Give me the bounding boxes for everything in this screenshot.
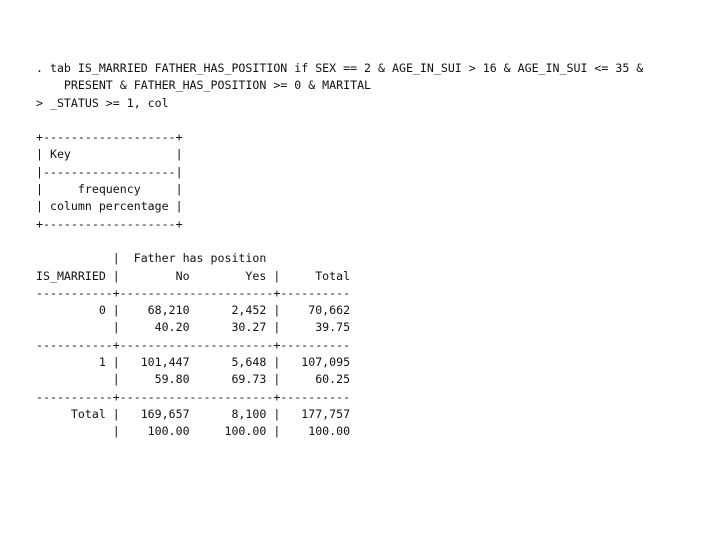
key-box-title: | Key | — [36, 147, 183, 162]
table-row-1-percentage: | 59.80 69.73 | 60.25 — [36, 372, 351, 387]
table-row-0-percentage: | 40.20 30.27 | 39.75 — [36, 320, 351, 335]
key-box-column-percentage: | column percentage | — [36, 199, 183, 214]
command-line-3: > _STATUS >= 1, col — [36, 95, 169, 110]
key-box-separator: |-------------------| — [36, 164, 183, 179]
table-rule: -----------+----------------------+---------- — [36, 337, 351, 352]
table-rule: -----------+----------------------+---------- — [36, 285, 351, 300]
table-rule: -----------+----------------------+---------- — [36, 389, 351, 404]
blank-line — [36, 112, 643, 129]
table-row-1-frequency: 1 | 101,447 5,648 | 107,095 — [36, 355, 351, 370]
command-line-2: PRESENT & FATHER_HAS_POSITION >= 0 & MARITAL — [36, 78, 372, 93]
key-box-top-border: +-------------------+ — [36, 130, 183, 145]
table-row-0-frequency: 0 | 68,210 2,452 | 70,662 — [36, 303, 351, 318]
command-line-1: . tab IS_MARRIED FATHER_HAS_POSITION if SEX == 2 & AGE_IN_SUI > 16 & AGE_IN_SUI <= 35 & — [36, 61, 644, 75]
table-total-percentage: | 100.00 100.00 | 100.00 — [36, 424, 351, 439]
table-header-columns: IS_MARRIED | No Yes | Total — [36, 268, 351, 283]
key-box-bottom-border: +-------------------+ — [36, 216, 183, 231]
table-total-frequency: Total | 169,657 8,100 | 177,757 — [36, 406, 351, 421]
stata-results-output — [36, 60, 643, 441]
table-header-group: | Father has position — [36, 251, 267, 266]
key-box-frequency: | frequency | — [36, 182, 183, 197]
blank-line — [36, 233, 643, 250]
